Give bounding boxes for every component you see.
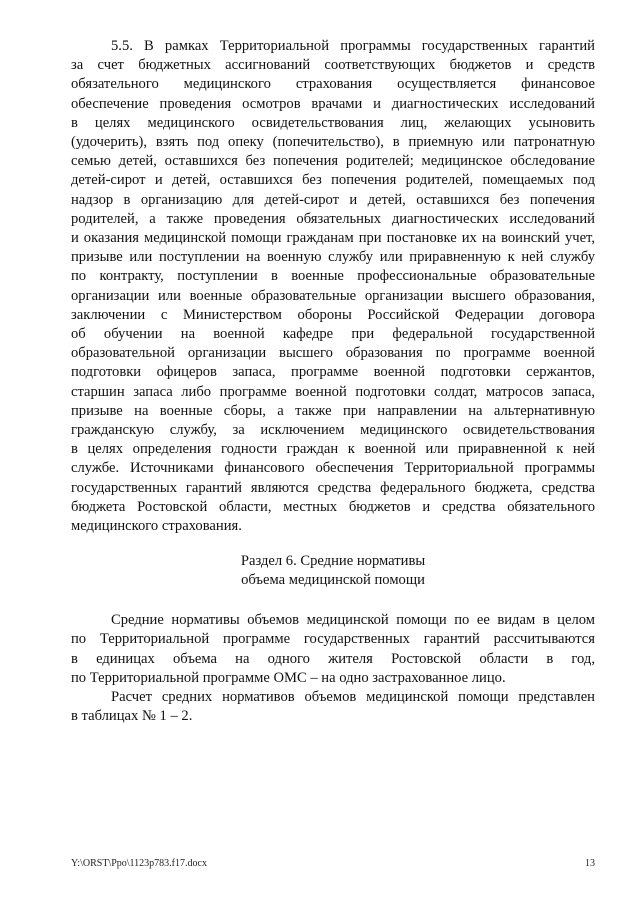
text-line: в целях медицинского освидетельствования лиц, желающих усыновить: [71, 114, 595, 131]
text-line: старшин запаса либо программе военной подготовки солдат, матросов запаса,: [71, 383, 595, 400]
section-title-line-2: объема медицинской помощи: [241, 572, 425, 589]
section-heading: [71, 552, 595, 590]
paragraph-calc: [71, 688, 595, 726]
paragraph-norms: [71, 611, 595, 688]
text-line: подготовки офицеров запаса, программе военной подготовки сержантов,: [71, 364, 595, 381]
paragraph-5-5: [71, 37, 595, 536]
text-line: заключении с Министерством обороны Российской Федерации договора: [71, 306, 595, 323]
text-line: за счет бюджетных ассигнований соответствующих бюджетов и средств: [71, 57, 595, 74]
text-line: призыве или поступлении на военную службу или приравненную к ней службу: [71, 249, 595, 266]
text-line: детей-сирот и детей, оставшихся без попечения родителей, помещаемых под: [71, 172, 595, 189]
text-line: обеспечение проведения осмотров врачами и диагностических исследований: [71, 95, 595, 112]
text-line: организации или военные образовательные организации высшего образования,: [71, 287, 595, 304]
text-line: и оказания медицинской помощи гражданам при постановке их на воинский учет,: [71, 230, 595, 247]
text-line: родителей, а также проведения обязательных диагностических исследований: [71, 210, 595, 227]
text-line: в целях определения годности граждан к военной или приравненной к ней: [71, 441, 595, 458]
page-number: 13: [585, 858, 595, 869]
text-line: по Территориальной программе государственных гарантий рассчитываются: [71, 631, 595, 648]
section-title-line-1: Раздел 6. Средние нормативы: [240, 553, 426, 570]
document-body: [71, 37, 595, 727]
file-path: Y:\ORST\Ppo\1123p783.f17.docx: [71, 858, 207, 869]
text-line: службе. Источниками финансового обеспечения Территориальной программы: [71, 460, 595, 477]
text-line: надзор в организацию для детей-сирот и детей, оставшихся без попечения: [71, 191, 595, 208]
text-line: по Территориальной программе ОМС – на одно застрахованное лицо.: [71, 669, 506, 686]
text-line: призыве на военные сборы, а также при направлении на альтернативную: [71, 402, 595, 419]
text-line: Расчет средних нормативов объемов медицинской помощи представлен: [111, 689, 595, 706]
text-line: по контракту, поступлении в военные профессиональные образовательные: [71, 268, 595, 285]
text-line: семью детей, оставшихся без попечения родителей; медицинское обследование: [71, 153, 595, 170]
text-line: в единицах объема на одного жителя Ростовской области в год,: [71, 650, 595, 667]
text-line: (удочерить), взять под опеку (попечительство), в приемную или патронатную: [71, 134, 595, 151]
text-line: гражданскую службу, за исключением медицинского освидетельствования: [71, 422, 595, 439]
text-line: 5.5. В рамках Территориальной программы государственных гарантий: [111, 38, 595, 54]
text-line: государственных гарантий являются средства федерального бюджета, средства: [71, 479, 595, 496]
text-line: образовательной организации высшего образования по программе военной: [71, 345, 595, 362]
text-line: об обучении на военной кафедре при федеральной государственной: [71, 326, 595, 343]
text-line: медицинского страхования.: [71, 518, 242, 535]
text-line: в таблицах № 1 – 2.: [71, 708, 193, 725]
text-line: обязательного медицинского страхования осуществляется финансовое: [71, 76, 595, 93]
text-line: бюджета Ростовской области, местных бюджетов и средства обязательного: [71, 498, 595, 515]
text-line: Средние нормативы объемов медицинской помощи по ее видам в целом: [111, 612, 595, 629]
